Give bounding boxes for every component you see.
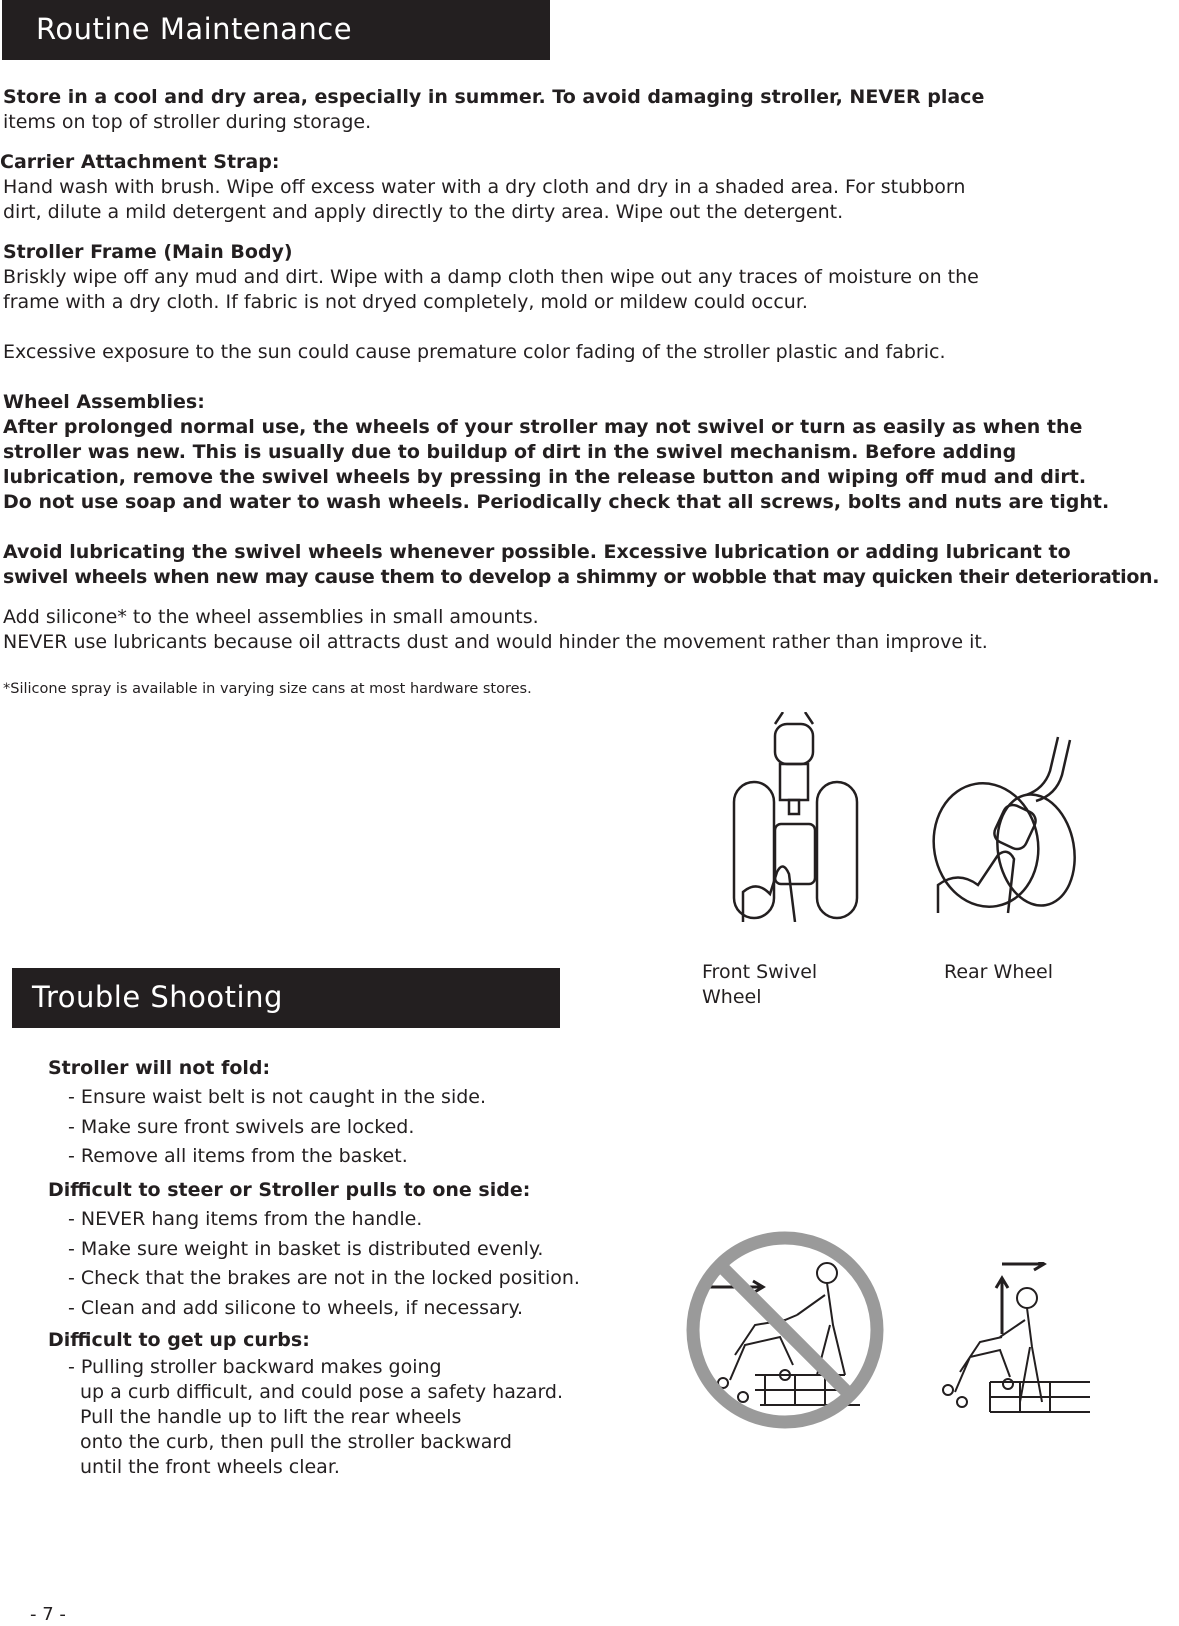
front-swivel-caption — [702, 960, 817, 1010]
wheel-line-3: lubrication, remove the swivel wheels by pressing in the release button and wiping off mud and dirt. — [3, 466, 1087, 488]
frame-heading: Stroller Frame (Main Body) — [3, 241, 293, 263]
steer-item: - NEVER hang items from the handle. — [68, 1208, 423, 1230]
avoid-paragraph — [3, 540, 1159, 590]
front-swivel-wheel-illustration — [725, 712, 875, 922]
frame-section — [3, 240, 979, 315]
steer-item: - Make sure weight in basket is distributed evenly. — [68, 1237, 544, 1260]
steer-section — [48, 1175, 580, 1323]
routine-maintenance-banner — [2, 0, 550, 60]
trouble-shooting-title: Trouble Shooting — [32, 980, 283, 1014]
sun-paragraph — [3, 340, 946, 365]
curb-line-1: - Pulling stroller backward makes going — [68, 1356, 442, 1378]
wheel-line-4: Do not use soap and water to wash wheels. Periodically check that all screws, bolts and nuts are tight. — [3, 491, 1110, 513]
curb-heading: Difficult to get up curbs: — [48, 1329, 310, 1351]
storage-line-1: Store in a cool and dry area, especially in summer. To avoid damaging stroller, NEVER place — [3, 86, 985, 108]
curb-line-2: up a curb difficult, and could pose a safety hazard. — [80, 1381, 564, 1403]
avoid-line-2: swivel wheels when new may cause them to develop a shimmy or wobble that may quicken their deterioration. — [3, 566, 1160, 588]
wheel-line-1: After prolonged normal use, the wheels of your stroller may not swivel or turn as easily as when the — [3, 416, 1083, 438]
page-number: - 7 - — [30, 1604, 66, 1625]
steer-item: - Check that the brakes are not in the locked position. — [68, 1267, 580, 1289]
wheel-heading: Wheel Assemblies: — [3, 391, 205, 413]
front-swivel-caption-line-1: Front Swivel — [702, 961, 818, 983]
carrier-line-1: Hand wash with brush. Wipe off excess water with a dry cloth and dry in a shaded area. For stubborn — [3, 176, 966, 198]
steer-item: - Clean and add silicone to wheels, if necessary. — [68, 1296, 524, 1319]
wheel-section — [3, 390, 1109, 515]
wheel-line-2: stroller was new. This is usually due to buildup of dirt in the swivel mechanism. Before adding — [3, 441, 1017, 463]
footnote-text: *Silicone spray is available in varying size cans at most hardware stores. — [3, 681, 532, 697]
fold-section — [48, 1053, 486, 1172]
rear-wheel-caption — [944, 960, 1053, 985]
carrier-paragraph — [3, 175, 965, 225]
steer-heading: Difficult to steer or Stroller pulls to one side: — [48, 1179, 531, 1201]
silicone-paragraph — [3, 605, 988, 655]
rear-wheel-illustration — [928, 735, 1078, 915]
front-swivel-caption-line-2: Wheel — [702, 986, 762, 1008]
fold-item: - Ensure waist belt is not caught in the side. — [68, 1086, 487, 1108]
frame-line-1: Briskly wipe off any mud and dirt. Wipe with a damp cloth then wipe out any traces of moisture on the — [3, 266, 979, 288]
silicone-line-2: NEVER use lubricants because oil attracts dust and would hinder the movement rather than improve it. — [3, 631, 988, 653]
carrier-heading-text: Carrier Attachment Strap: — [0, 151, 280, 173]
storage-line-2: items on top of stroller during storage. — [3, 111, 372, 133]
curb-line-5: until the front wheels clear. — [80, 1456, 340, 1478]
carrier-heading — [0, 150, 279, 175]
storage-paragraph — [3, 85, 984, 135]
rear-wheel-caption-text: Rear Wheel — [944, 961, 1054, 983]
fold-heading: Stroller will not fold: — [48, 1057, 271, 1079]
fold-item: - Make sure front swivels are locked. — [68, 1115, 415, 1138]
fold-item: - Remove all items from the basket. — [68, 1145, 408, 1167]
curb-line-4: onto the curb, then pull the stroller backward — [80, 1431, 512, 1453]
routine-maintenance-title: Routine Maintenance — [36, 12, 353, 46]
carrier-line-2: dirt, dilute a mild detergent and apply directly to the dirty area. Wipe out the detergent. — [3, 201, 844, 223]
silicone-line-1: Add silicone* to the wheel assemblies in small amounts. — [3, 606, 539, 628]
curb-line-3: Pull the handle up to lift the rear wheels — [80, 1406, 462, 1428]
sun-line: Excessive exposure to the sun could cause premature color fading of the stroller plastic and fabric. — [3, 341, 946, 363]
footnote — [3, 677, 532, 702]
curb-section — [48, 1325, 563, 1480]
avoid-line-1: Avoid lubricating the swivel wheels whenever possible. Excessive lubrication or adding lubricant to — [3, 541, 1071, 563]
correct-curb-illustration — [930, 1262, 1090, 1427]
trouble-shooting-banner — [12, 968, 560, 1028]
prohibited-push-forward-illustration — [685, 1225, 885, 1435]
frame-line-2: frame with a dry cloth. If fabric is not dryed completely, mold or mildew could occur. — [3, 291, 808, 313]
